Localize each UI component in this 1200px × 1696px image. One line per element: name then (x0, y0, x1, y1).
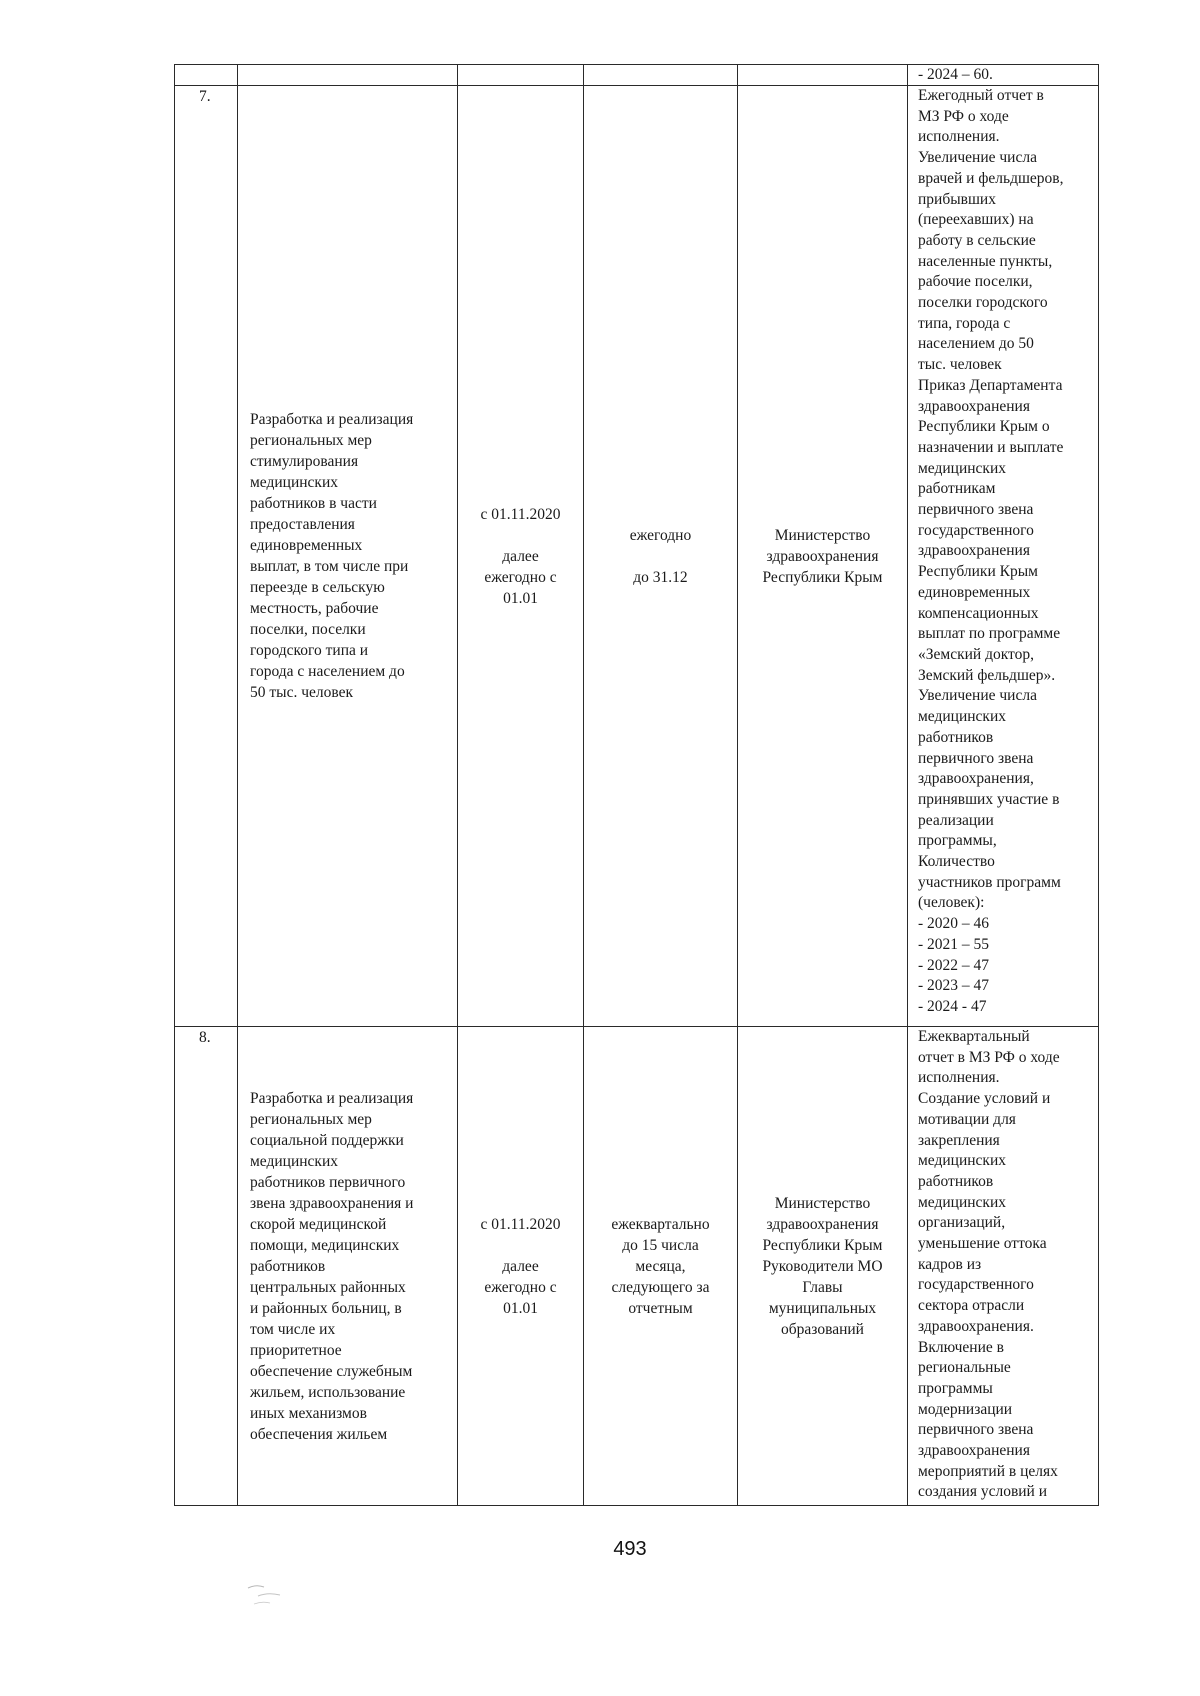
row-number: 8. (175, 1027, 238, 1506)
responsible-party: Министерство здравоохранения Республики Крым (738, 86, 908, 1027)
table-row (175, 86, 1099, 1027)
table-row-continued (175, 65, 1099, 86)
cell-result-continued: - 2024 – 60. (908, 65, 1099, 86)
cell-desc-empty (238, 65, 458, 86)
table-row (175, 1027, 1099, 1506)
cell-org-empty (738, 65, 908, 86)
implementation-dates: с 01.11.2020 далее ежегодно с 01.01 (458, 1027, 584, 1506)
reporting-period: ежеквартально до 15 числа месяца, следующего за отчетным (584, 1027, 738, 1506)
row-number: 7. (175, 86, 238, 1027)
expected-result: Ежегодный отчет в МЗ РФ о ходе исполнения. Увеличение числа врачей и фельдшеров, прибывших (переехавших) на работу в сельские населенные пункты, рабочие поселки, поселки городского типа, города с населением до 50 тыс. человек Приказ Департамента здравоохранения Республики Крым о назначении и выплате медицинских работникам первичного звена государственного здравоохранения Республики Крым единовременных компенсационных выплат по программе «Земский доктор, Земский фельдшер». Увеличение числа медицинских работников первичного звена здравоохранения, принявших участие в реализации программы, Количество участников программ (человек): - 2020 – 46 - 2021 – 55 - 2022 – 47 - 2023 – 47 - 2024 - 47 (908, 86, 1099, 1027)
page-number: 493 (613, 1538, 647, 1560)
responsible-party: Министерство здравоохранения Республики Крым Руководители МО Главы муниципальных образований (738, 1027, 908, 1506)
measure-description: Разработка и реализация региональных мер социальной поддержки медицинских работников первичного звена здравоохранения и скорой медицинской помощи, медицинских работников центральных районных и районных больниц, в том числе их приоритетное обеспечение служебным жильем, использование иных механизмов обеспечения жильем (238, 1027, 458, 1506)
scan-artifact-icon (244, 1578, 304, 1608)
expected-result: Ежеквартальный отчет в МЗ РФ о ходе исполнения. Создание условий и мотивации для закрепления медицинских работников медицинских организаций, уменьшение оттока кадров из государственного сектора отрасли здравоохранения. Включение в региональные программы модернизации первичного звена здравоохранения мероприятий в целях создания условий и (908, 1027, 1099, 1506)
implementation-dates: с 01.11.2020 далее ежегодно с 01.01 (458, 86, 584, 1027)
reporting-period: ежегодно до 31.12 (584, 86, 738, 1027)
measures-table (174, 64, 1099, 1506)
measure-description: Разработка и реализация региональных мер стимулирования медицинских работников в части предоставления единовременных выплат, в том числе при переезде в сельскую местность, рабочие поселки, поселки городского типа и города с населением до 50 тыс. человек (238, 86, 458, 1027)
cell-date-empty (458, 65, 584, 86)
cell-num-empty (175, 65, 238, 86)
cell-period-empty (584, 65, 738, 86)
